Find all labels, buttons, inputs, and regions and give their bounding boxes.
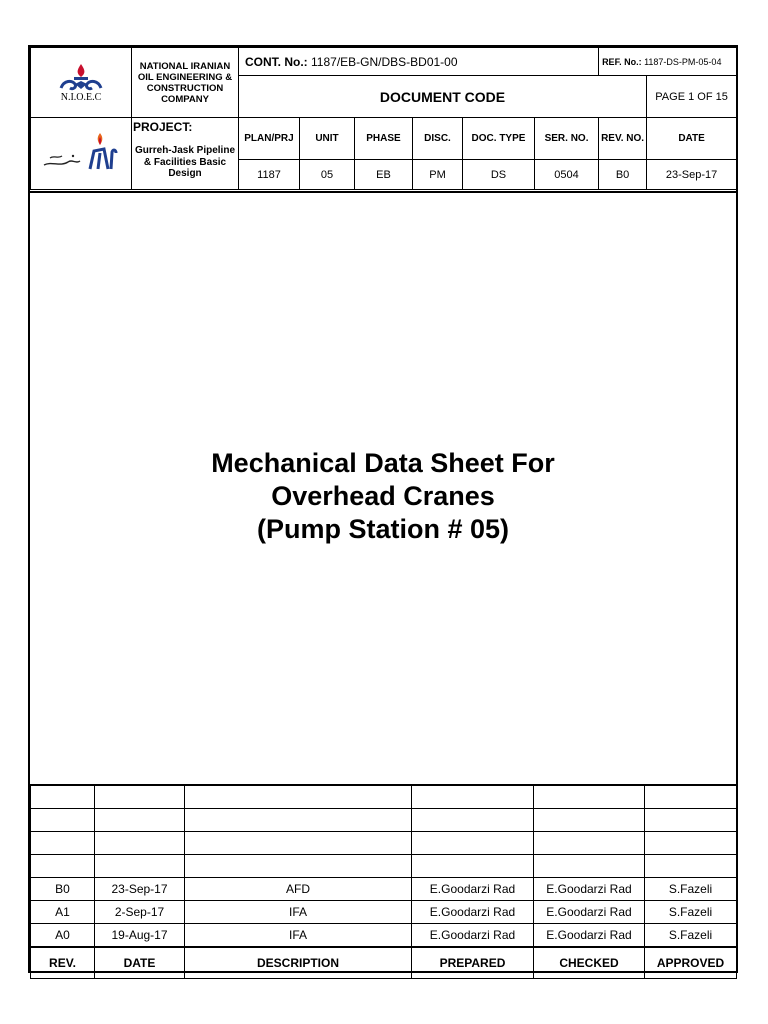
revision-row: [31, 785, 737, 809]
rev-date: 19-Aug-17: [95, 924, 185, 948]
project-cell: PROJECT: Gurreh-Jask Pipeline & Facilities Basic Design: [132, 118, 239, 190]
code-header-date: DATE: [647, 118, 737, 160]
code-value-rev-no: B0: [599, 160, 647, 190]
col-header-prepared: PREPARED: [412, 947, 534, 979]
header-block: [30, 47, 737, 190]
rev-date: 2-Sep-17: [95, 901, 185, 924]
project-logo-cell: [31, 118, 132, 190]
revision-row: [31, 809, 737, 832]
revision-row: [31, 832, 737, 855]
code-header-unit: UNIT: [300, 118, 355, 160]
code-header-disc: DISC.: [413, 118, 463, 160]
code-value-disc: PM: [413, 160, 463, 190]
rev-id: B0: [31, 878, 95, 901]
nioec-logo-cell: [31, 48, 132, 118]
rev-prepared: E.Goodarzi Rad: [412, 924, 534, 948]
col-header-date: DATE: [95, 947, 185, 979]
col-header-checked: CHECKED: [534, 947, 645, 979]
code-header-phase: PHASE: [355, 118, 413, 160]
col-header-approved: APPROVED: [645, 947, 737, 979]
reference-number: REF. No.: 1187-DS-PM-05-04: [599, 48, 737, 76]
rev-approved: S.Fazeli: [645, 878, 737, 901]
nioec-logo-icon: [56, 62, 106, 92]
code-header-doc-type: DOC. TYPE: [463, 118, 535, 160]
contract-number: CONT. No.: 1187/EB-GN/DBS-BD01-00: [239, 48, 599, 76]
rev-description: IFA: [185, 901, 412, 924]
revision-row: [31, 855, 737, 878]
code-value-date: 23-Sep-17: [647, 160, 737, 190]
document-title: [30, 447, 736, 546]
rev-id: A1: [31, 901, 95, 924]
rev-approved: S.Fazeli: [645, 901, 737, 924]
title-line: Mechanical Data Sheet For: [211, 448, 555, 478]
rev-description: AFD: [185, 878, 412, 901]
code-value-phase: EB: [355, 160, 413, 190]
code-header-rev-no: REV. NO.: [599, 118, 647, 160]
code-header-plan: PLAN/PRJ: [239, 118, 300, 160]
col-header-rev: REV.: [31, 947, 95, 979]
col-header-description: DESCRIPTION: [185, 947, 412, 979]
revision-table: [30, 784, 737, 979]
rev-date: 23-Sep-17: [95, 878, 185, 901]
revision-row: [31, 924, 737, 948]
rev-id: A0: [31, 924, 95, 948]
code-header-ser-no: SER. NO.: [535, 118, 599, 160]
document-cover-sheet: [28, 45, 738, 973]
rev-prepared: E.Goodarzi Rad: [412, 901, 534, 924]
revision-header-row: [31, 947, 737, 979]
company-abbrev: N.I.O.E.C: [60, 92, 102, 103]
title-line: (Pump Station # 05): [256, 514, 510, 544]
rev-approved: S.Fazeli: [645, 924, 737, 948]
revision-row: [31, 901, 737, 924]
rev-checked: E.Goodarzi Rad: [534, 924, 645, 948]
code-value-doc-type: DS: [463, 160, 535, 190]
code-value-plan: 1187: [239, 160, 300, 190]
company-name: NATIONAL IRANIAN OIL ENGINEERING & CONSTRUCTION COMPANY: [132, 48, 239, 118]
code-value-ser-no: 0504: [535, 160, 599, 190]
rev-prepared: E.Goodarzi Rad: [412, 878, 534, 901]
document-code-title: DOCUMENT CODE: [239, 76, 647, 118]
header-divider: [30, 191, 736, 193]
rev-checked: E.Goodarzi Rad: [534, 901, 645, 924]
nioec-calligraphy-logo-icon: [38, 131, 124, 177]
code-value-unit: 05: [300, 160, 355, 190]
revision-row: [31, 878, 737, 901]
rev-checked: E.Goodarzi Rad: [534, 878, 645, 901]
title-line: Overhead Cranes: [271, 481, 495, 511]
page-number: PAGE 1 OF 15: [647, 76, 737, 118]
rev-description: IFA: [185, 924, 412, 948]
